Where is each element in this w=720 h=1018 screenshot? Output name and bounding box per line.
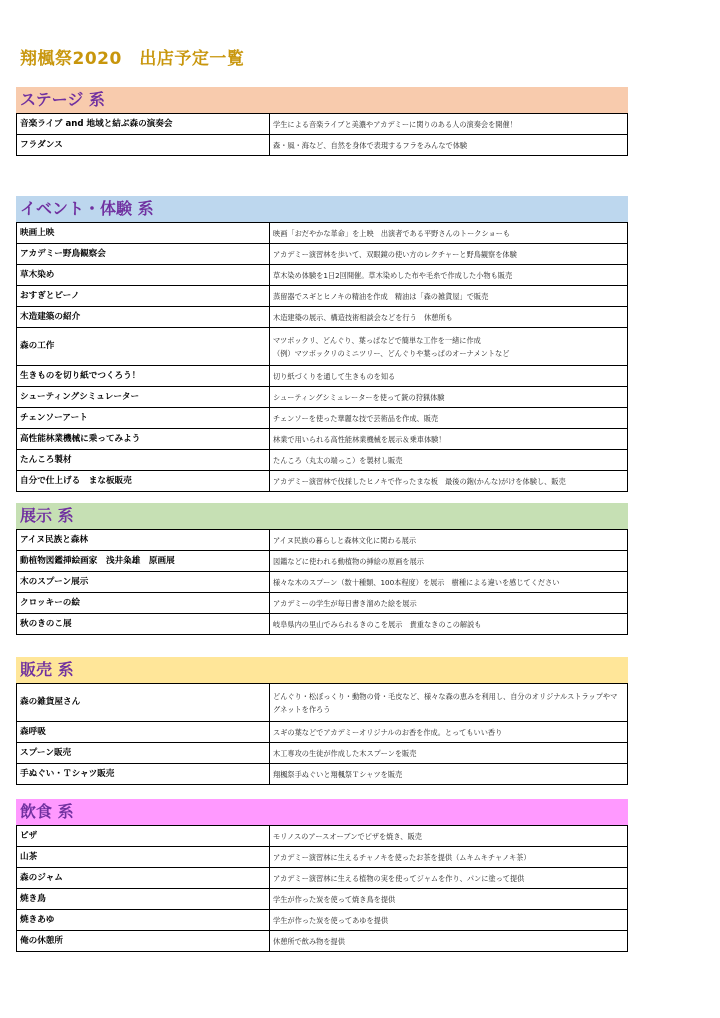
item-description (270, 910, 628, 931)
item-description (270, 265, 628, 286)
item-name: 動植物図鑑挿絵画家 浅井粂雄 原画展 (17, 551, 270, 572)
description-line: アカデミー演習林に生えるチャノキを使ったお茶を提供（ムキムキチャノキ茶） (273, 852, 531, 862)
description-line: スギの葉などでアカデミーオリジナルのお香を作成。とってもいい香り (273, 727, 503, 737)
description-line: たんころ（丸太の端っこ）を製材し販売 (273, 455, 403, 465)
table-row (17, 614, 628, 635)
item-description (270, 244, 628, 265)
table-row (17, 450, 628, 471)
item-description (270, 684, 628, 722)
description-line: アカデミー演習林で伐採したヒノキで作ったまな板 最後の鉋(かんな)がけを体験し、販売 (273, 476, 566, 486)
description-line: シューティングシミュレーターを使って銃の狩猟体験 (273, 392, 445, 402)
description-line: 様々な木のスプーン（数十種類、100本程度）を展示 樹種による違いを感じてください (273, 577, 560, 587)
section-3 (16, 657, 628, 785)
description-line: 蒸留器でスギとヒノキの精油を作成 精油は「森の雑貨屋」で販売 (273, 291, 489, 301)
description-line: 学生が作った炭を使ってあゆを提供 (273, 915, 389, 925)
item-name: 木造建築の紹介 (17, 307, 270, 328)
table-row (17, 826, 628, 847)
item-name: 木のスプーン展示 (17, 572, 270, 593)
table-row (17, 286, 628, 307)
description-line: 草木染め体験を1日2回開催。草木染めした布や毛糸で作成した小物も販売 (273, 270, 513, 280)
item-description (270, 889, 628, 910)
table-row (17, 910, 628, 931)
item-description (270, 572, 628, 593)
table-row (17, 387, 628, 408)
table-row (17, 868, 628, 889)
description-line: 切り紙づくりを通して生きものを知る (273, 371, 396, 381)
table-row (17, 114, 628, 135)
description-line: 岐阜県内の里山でみられるきのこを展示 貴重なきのこの解説も (273, 619, 482, 629)
section-header: 展示 系 (16, 503, 628, 529)
item-name: 山茶 (17, 847, 270, 868)
description-line: 林業で用いられる高性能林業機械を展示＆乗車体験！ (273, 434, 446, 444)
description-line: モリノスのアースオーブンでピザを焼き、販売 (273, 831, 422, 841)
table-row (17, 366, 628, 387)
item-description (270, 307, 628, 328)
item-description (270, 826, 628, 847)
table-row (17, 307, 628, 328)
section-table (16, 683, 628, 785)
section-header: イベント・体験 系 (16, 196, 628, 222)
description-line: どんぐり・松ぼっくり・動物の骨・毛皮など、様々な森の恵みを利用し、自分のオリジナルストラップやマグネットを作ろう (273, 691, 618, 714)
section-header: 飲食 系 (16, 799, 628, 825)
table-row (17, 429, 628, 450)
item-name: 草木染め (17, 265, 270, 286)
description-line: 木工専攻の生徒が作成した木スプーンを販売 (273, 748, 417, 758)
description-line: アカデミー演習林に生える植物の実を使ってジャムを作り、パンに塗って提供 (273, 873, 525, 883)
item-description (270, 722, 628, 743)
item-name: 自分で仕上げる まな板販売 (17, 471, 270, 492)
item-name: おすぎとピーノ (17, 286, 270, 307)
item-description (270, 450, 628, 471)
item-description (270, 429, 628, 450)
description-line: アイヌ民族の暮らしと森林文化に関わる展示 (273, 535, 417, 545)
table-row (17, 889, 628, 910)
item-description (270, 614, 628, 635)
table-row (17, 530, 628, 551)
table-row (17, 265, 628, 286)
section-1 (16, 196, 628, 492)
table-row (17, 722, 628, 743)
item-description (270, 366, 628, 387)
table-row (17, 572, 628, 593)
item-name: 高性能林業機械に乗ってみよう (17, 429, 270, 450)
item-name: 森呼吸 (17, 722, 270, 743)
description-line: 木造建築の展示、構造技術相談会などを行う 休憩所も (273, 312, 453, 322)
section-header: ステージ 系 (16, 87, 628, 113)
section-table (16, 529, 628, 635)
item-description (270, 593, 628, 614)
table-row (17, 135, 628, 156)
item-name: 音楽ライブ and 地域と結ぶ森の演奏会 (17, 114, 270, 135)
item-name: 焼きあゆ (17, 910, 270, 931)
item-name: 映画上映 (17, 223, 270, 244)
section-table (16, 825, 628, 952)
item-name: アカデミー野鳥観察会 (17, 244, 270, 265)
section-2 (16, 503, 628, 635)
page-title: 翔楓祭2020 出店予定一覧 (20, 49, 245, 69)
item-name: チェンソーアート (17, 408, 270, 429)
description-line: 学生が作った炭を使って焼き鳥を提供 (273, 894, 396, 904)
item-description (270, 135, 628, 156)
table-row (17, 223, 628, 244)
item-description (270, 408, 628, 429)
section-0 (16, 87, 628, 156)
table-row (17, 743, 628, 764)
item-name: ピザ (17, 826, 270, 847)
item-name: シューティングシミュレーター (17, 387, 270, 408)
description-line: チェンソーを使った華麗な技で芸術品を作成、販売 (273, 413, 439, 423)
description-line: 映画「おだやかな革命」を上映 出演者である平野さんのトークショーも (273, 228, 511, 238)
description-line: 森・風・海など、自然を身体で表現するフラをみんなで体験 (273, 140, 468, 150)
item-name: 秋のきのこ展 (17, 614, 270, 635)
table-row (17, 847, 628, 868)
item-description (270, 764, 628, 785)
item-name: アイヌ民族と森林 (17, 530, 270, 551)
item-description (270, 114, 628, 135)
item-name: 森のジャム (17, 868, 270, 889)
section-table (16, 113, 628, 156)
item-name: 焼き鳥 (17, 889, 270, 910)
table-row (17, 551, 628, 572)
item-description (270, 223, 628, 244)
item-description (270, 387, 628, 408)
item-name: クロッキーの絵 (17, 593, 270, 614)
item-description (270, 328, 628, 366)
description-line: アカデミー演習林を歩いて、双眼鏡の使い方のレクチャーと野鳥観察を体験 (273, 249, 517, 259)
description-line: アカデミーの学生が毎日書き溜めた絵を展示 (273, 598, 417, 608)
table-row (17, 408, 628, 429)
item-name: 森の雑貨屋さん (17, 684, 270, 722)
item-description (270, 847, 628, 868)
description-line: 休憩所で飲み物を提供 (273, 936, 345, 946)
item-description (270, 471, 628, 492)
item-description (270, 743, 628, 764)
description-line: 翔楓祭手ぬぐいと翔楓祭Ｔシャツを販売 (273, 769, 403, 779)
item-description (270, 286, 628, 307)
table-row (17, 764, 628, 785)
item-description (270, 530, 628, 551)
item-name: スプーン販売 (17, 743, 270, 764)
description-line: 図鑑などに使われる動植物の挿絵の原画を展示 (273, 556, 424, 566)
table-row (17, 471, 628, 492)
item-name: 俺の休憩所 (17, 931, 270, 952)
item-description (270, 551, 628, 572)
item-description (270, 868, 628, 889)
description-line: マツボックリ、どんぐり、葉っぱなどで簡単な工作を一緒に作成 (273, 335, 481, 345)
item-description (270, 931, 628, 952)
item-name: たんころ製材 (17, 450, 270, 471)
item-name: 森の工作 (17, 328, 270, 366)
item-name: フラダンス (17, 135, 270, 156)
description-line: （例）マツボックリのミニツリー、どんぐりや葉っぱのオーナメントなど (273, 348, 510, 358)
table-row (17, 328, 628, 366)
section-4 (16, 799, 628, 952)
section-table (16, 222, 628, 492)
table-row (17, 684, 628, 722)
table-row (17, 593, 628, 614)
table-row (17, 931, 628, 952)
item-name: 生きものを切り紙でつくろう！ (17, 366, 270, 387)
description-line: 学生による音楽ライブと美濃やアカデミーに関りのある人の演奏会を開催！ (273, 119, 517, 129)
section-header: 販売 系 (16, 657, 628, 683)
table-row (17, 244, 628, 265)
item-name: 手ぬぐい・Ｔシャツ販売 (17, 764, 270, 785)
